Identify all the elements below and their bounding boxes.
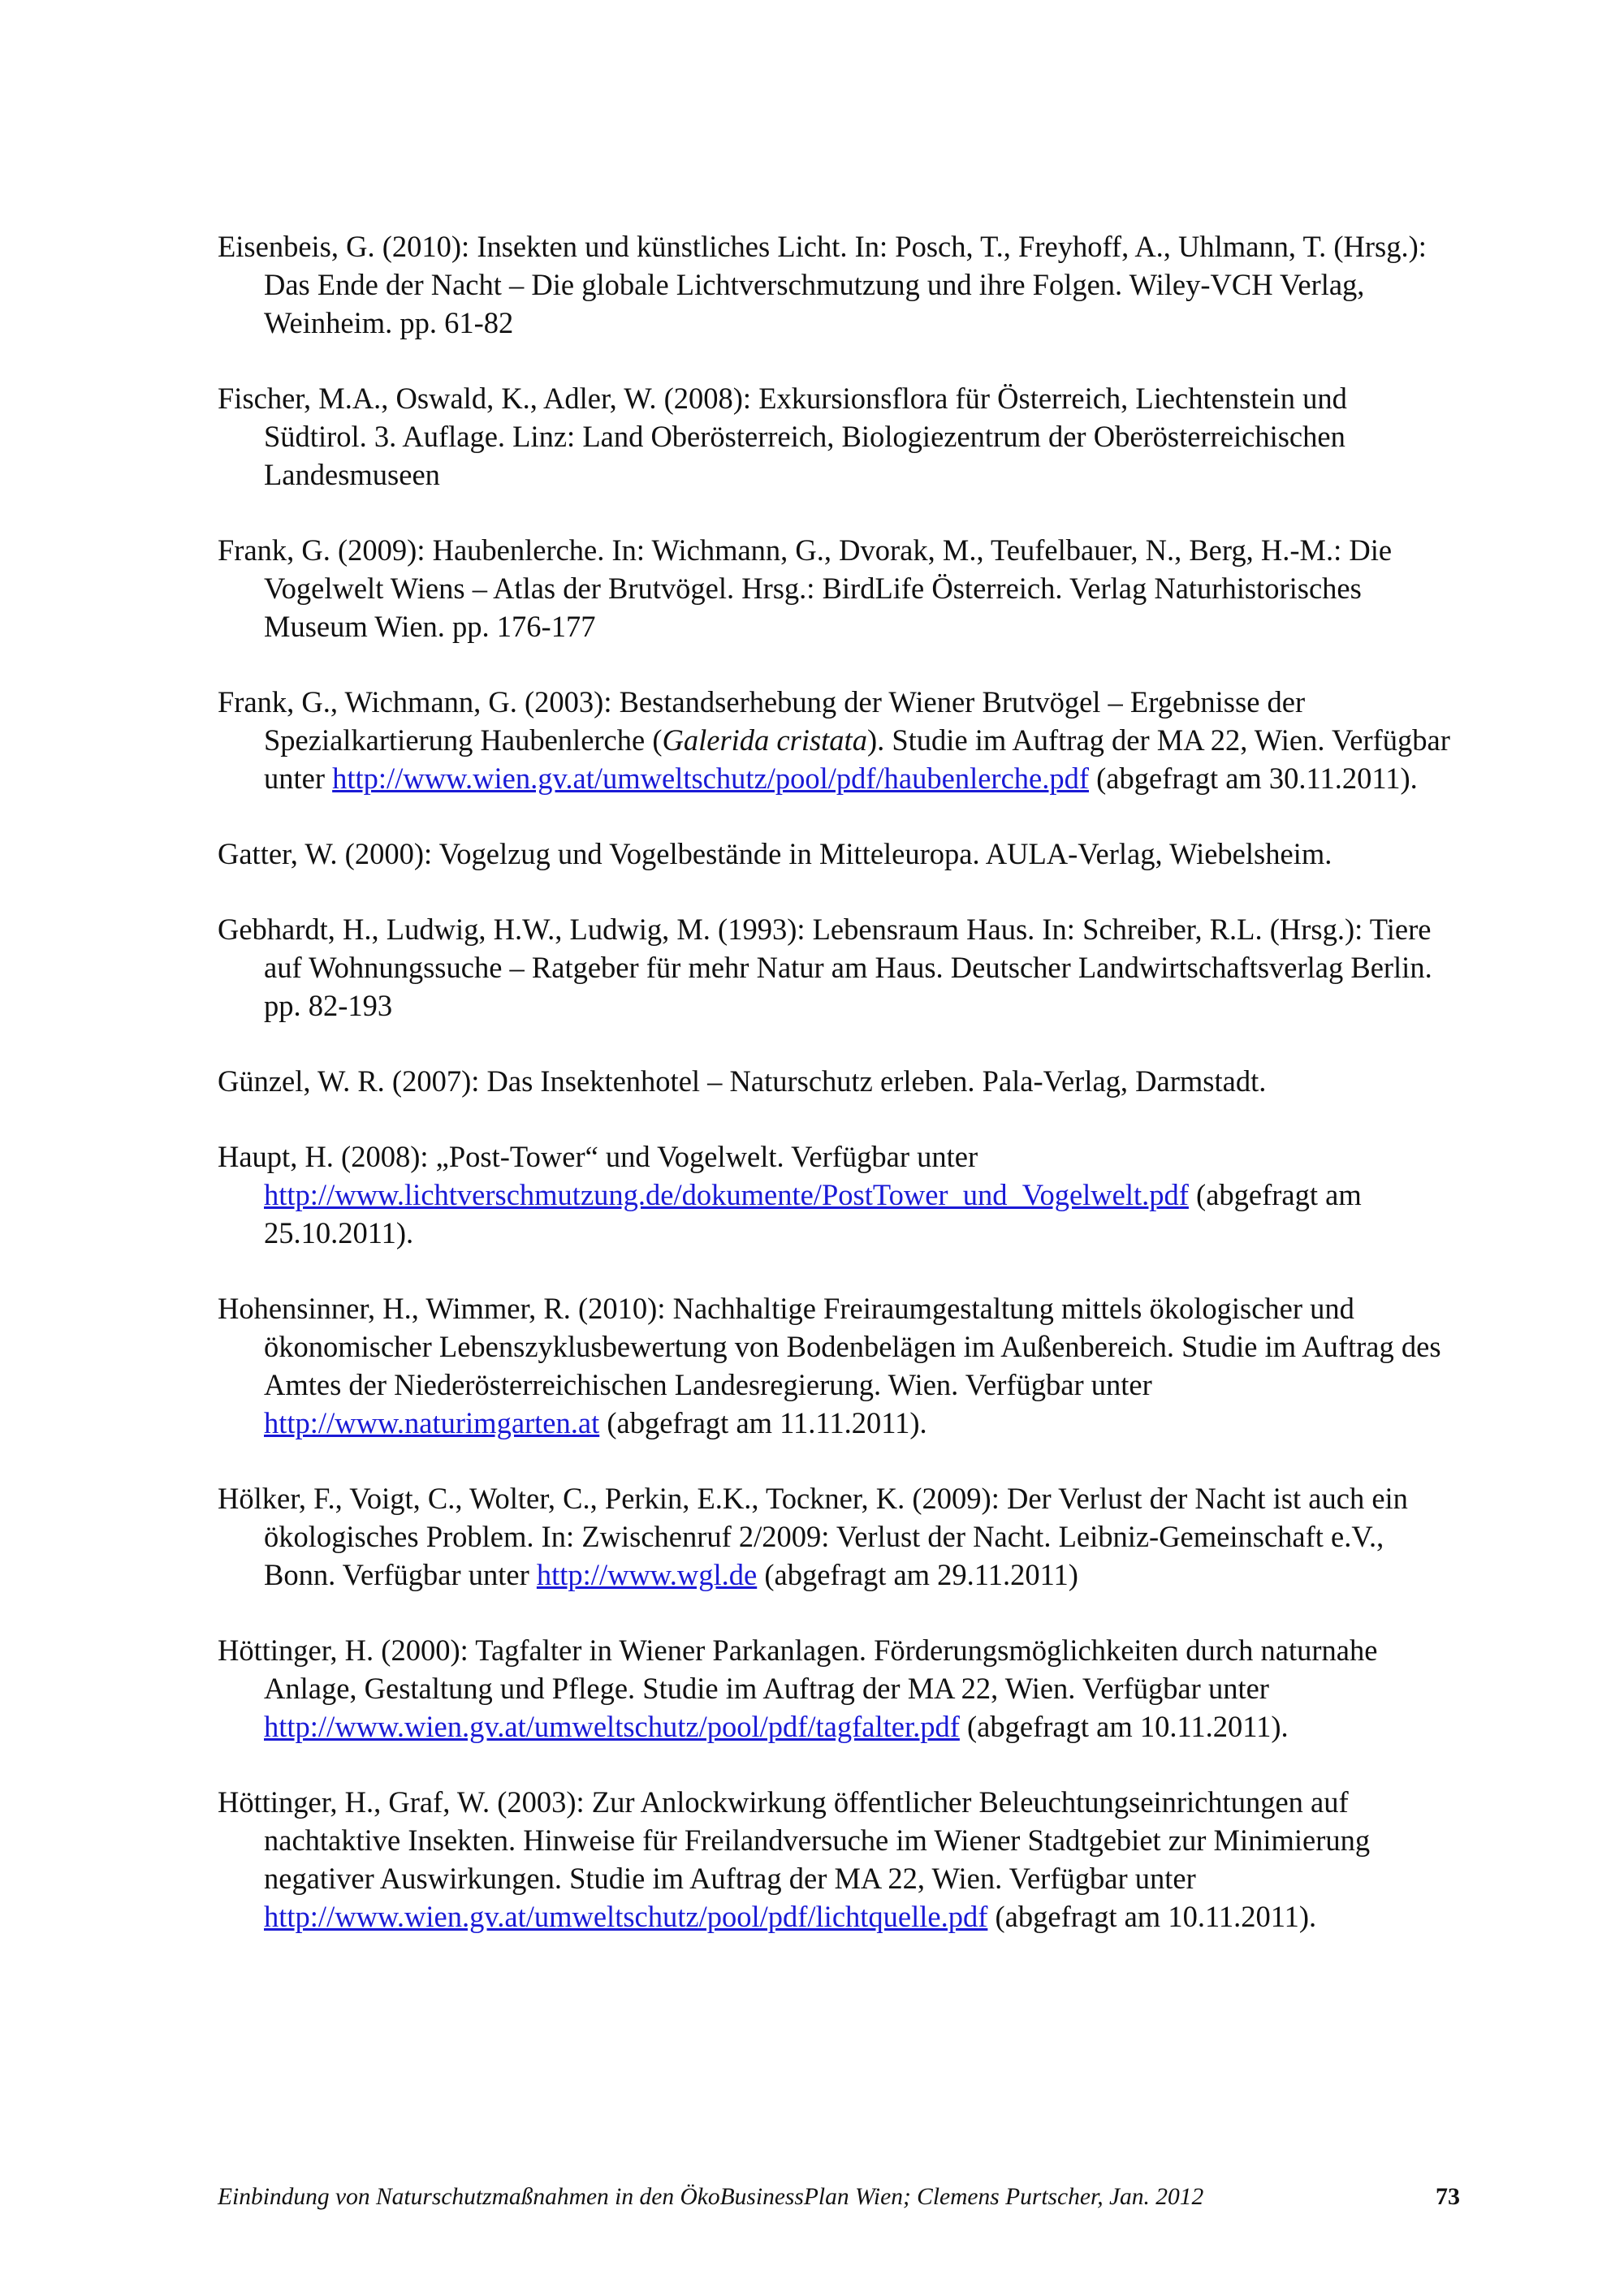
reference-text: Haupt, H. (2008): „Post-Tower“ und Vogelwelt. Verfügbar unter bbox=[218, 1140, 978, 1173]
reference-text: Fischer, M.A., Oswald, K., Adler, W. (2008): Exkursionsflora für Österreich, Liechtenstein und Südtirol. 3. Auflage. Linz: Land Oberösterreich, Biologiezentrum der Oberösterreichischen Landesmuseen bbox=[218, 382, 1347, 491]
species-name: Galerida cristata bbox=[662, 723, 867, 757]
footer-text: Einbindung von Naturschutzmaßnahmen in den ÖkoBusinessPlan Wien; Clemens Purtscher, Jan. 2012 bbox=[218, 2184, 1204, 2210]
reference-fischer-2008 bbox=[218, 379, 1452, 494]
page-footer bbox=[218, 2181, 1460, 2213]
reference-text: Hölker, F., Voigt, C., Wolter, C., Perkin, E.K., Tockner, K. (2009): Der Verlust der Nacht ist auch ein ökologisches Problem. In: Zwischenruf 2/2009: Verlust der Nacht. Leibniz-Gemeinschaft e.V., Bonn. Verfügbar unter bbox=[218, 1482, 1408, 1591]
reference-link[interactable]: http://www.wien.gv.at/umweltschutz/pool/pdf/lichtquelle.pdf bbox=[264, 1900, 988, 1933]
reference-text: ). Studie im Auftrag der MA 22, Wien. Verfügbar unter bbox=[264, 723, 1450, 795]
reference-text: (abgefragt am 11.11.2011). bbox=[599, 1406, 927, 1439]
reference-text: (abgefragt am 10.11.2011). bbox=[987, 1900, 1317, 1933]
reference-text: Frank, G. (2009): Haubenlerche. In: Wichmann, G., Dvorak, M., Teufelbauer, N., Berg, H.-M.: Die Vogelwelt Wiens – Atlas der Brutvögel. Hrsg.: BirdLife Österreich. Verlag Naturhistorisches Museum Wien. pp. 176-177 bbox=[218, 533, 1393, 643]
reference-list bbox=[218, 227, 1452, 1973]
reference-text: (abgefragt am 10.11.2011). bbox=[959, 1710, 1289, 1743]
reference-link[interactable]: http://www.wgl.de bbox=[536, 1558, 758, 1591]
reference-text: Hohensinner, H., Wimmer, R. (2010): Nachhaltige Freiraumgestaltung mittels ökologischer und ökonomischer Lebenszyklusbewertung von Bodenbelägen im Außenbereich. Studie im Auftrag des Amtes der Niederösterreichischen Landesregierung. Wien. Verfügbar unter bbox=[218, 1292, 1441, 1401]
reference-link[interactable]: http://www.wien.gv.at/umweltschutz/pool/pdf/haubenlerche.pdf bbox=[332, 762, 1089, 795]
reference-haupt-2008 bbox=[218, 1137, 1452, 1252]
page-number: 73 bbox=[1436, 2183, 1460, 2210]
reference-hoettinger-2000 bbox=[218, 1631, 1452, 1746]
reference-text: Frank, G., Wichmann, G. (2003): Bestandserhebung der Wiener Brutvögel – Ergebnisse der Spezialkartierung Haubenlerche ( bbox=[218, 685, 1306, 757]
reference-text: (abgefragt am 29.11.2011) bbox=[757, 1558, 1078, 1591]
reference-text: Eisenbeis, G. (2010): Insekten und künstliches Licht. In: Posch, T., Freyhoff, A., Uhlmann, T. (Hrsg.): Das Ende der Nacht – Die globale Lichtverschmutzung und ihre Folgen. Wiley-VCH Verlag, Weinheim. pp. 61-82 bbox=[218, 230, 1427, 339]
reference-link[interactable]: http://www.lichtverschmutzung.de/dokumente/PostTower_und_Vogelwelt.pdf bbox=[264, 1178, 1189, 1211]
reference-link[interactable]: http://www.naturimgarten.at bbox=[264, 1406, 600, 1439]
reference-hoelker-2009 bbox=[218, 1479, 1452, 1594]
reference-text: Gebhardt, H., Ludwig, H.W., Ludwig, M. (1993): Lebensraum Haus. In: Schreiber, R.L. (Hrsg.): Tiere auf Wohnungssuche – Ratgeber für mehr Natur am Haus. Deutscher Landwirtschaftsverlag Berlin. pp. 82-193 bbox=[218, 913, 1432, 1022]
reference-frank-wichmann-2003 bbox=[218, 683, 1452, 797]
reference-text: (abgefragt am 30.11.2011). bbox=[1089, 762, 1418, 795]
reference-text: (abgefragt am 25.10.2011). bbox=[264, 1178, 1362, 1249]
reference-hohensinner-2010 bbox=[218, 1289, 1452, 1442]
reference-link[interactable]: http://www.wien.gv.at/umweltschutz/pool/pdf/tagfalter.pdf bbox=[264, 1710, 960, 1743]
reference-frank-2009 bbox=[218, 531, 1452, 645]
reference-text: Höttinger, H., Graf, W. (2003): Zur Anlockwirkung öffentlicher Beleuchtungseinrichtungen auf nachtaktive Insekten. Hinweise für Freilandversuche im Wiener Stadtgebiet zur Minimierung negativer Auswirkungen. Studie im Auftrag der MA 22, Wien. Verfügbar unter bbox=[218, 1785, 1371, 1895]
reference-gatter-2000 bbox=[218, 835, 1452, 873]
reference-text: Gatter, W. (2000): Vogelzug und Vogelbestände in Mitteleuropa. AULA-Verlag, Wiebelsheim. bbox=[218, 837, 1332, 870]
reference-text: Höttinger, H. (2000): Tagfalter in Wiener Parkanlagen. Förderungsmöglichkeiten durch naturnahe Anlage, Gestaltung und Pflege. Studie im Auftrag der MA 22, Wien. Verfügbar unter bbox=[218, 1634, 1378, 1705]
reference-eisenbeis-2010 bbox=[218, 227, 1452, 342]
reference-guenzel-2007 bbox=[218, 1062, 1452, 1100]
reference-text: Günzel, W. R. (2007): Das Insektenhotel – Naturschutz erleben. Pala-Verlag, Darmstadt. bbox=[218, 1064, 1267, 1098]
reference-hoettinger-graf-2003 bbox=[218, 1783, 1452, 1936]
reference-gebhardt-1993 bbox=[218, 910, 1452, 1025]
